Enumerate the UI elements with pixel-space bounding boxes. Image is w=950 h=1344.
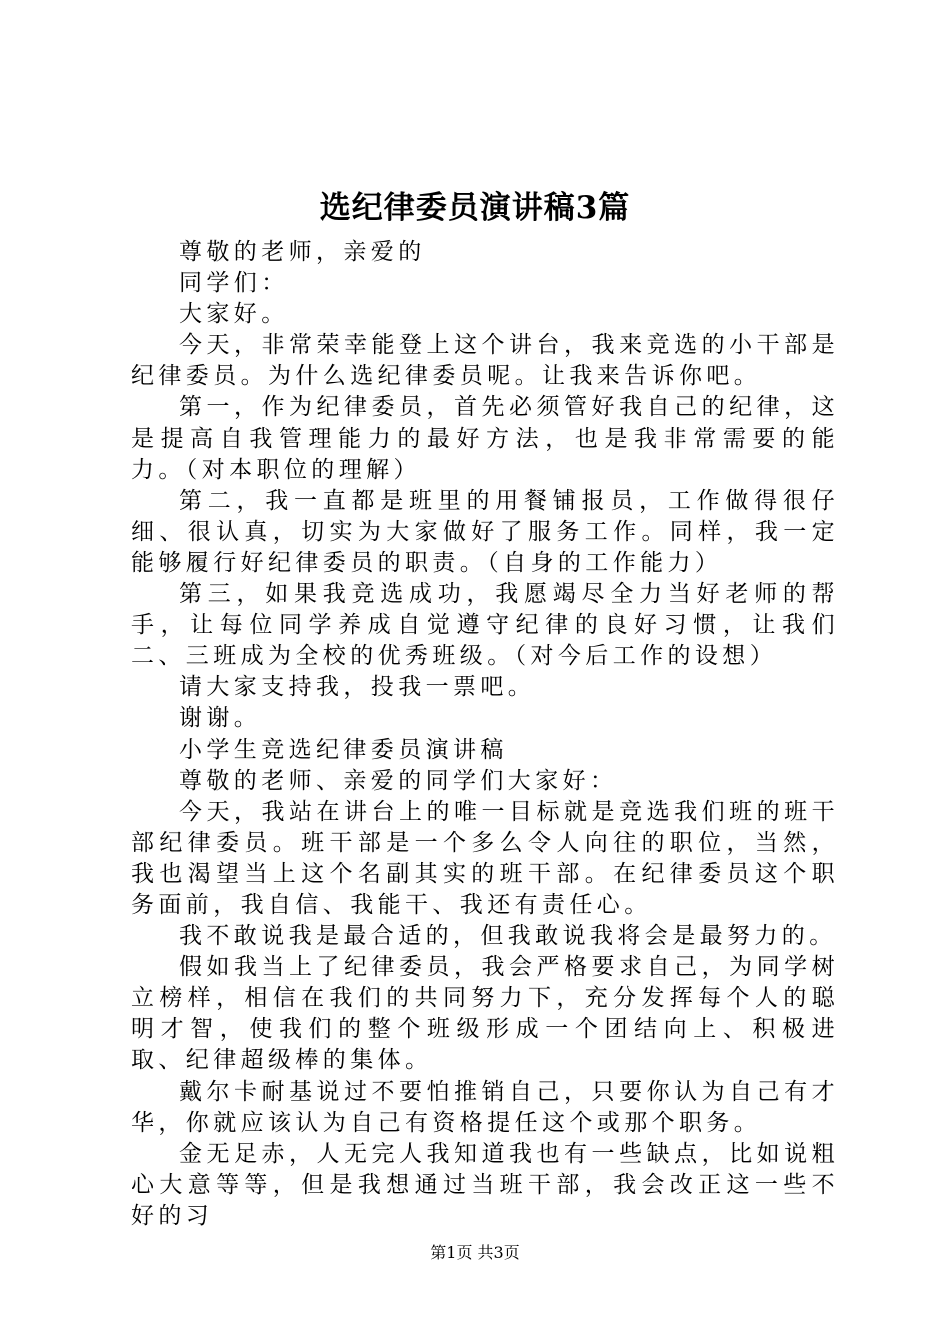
paragraph: 同学们： [179, 270, 289, 297]
paragraph: 第二，我一直都是班里的用餐铺报员，工作做得很仔细、很认真，切实为大家做好了服务工作。同样，我一定能够履行好纪律委员的职责。（自身的工作能力） [131, 487, 839, 576]
paragraph: 大家好。 [179, 301, 289, 328]
paragraph: 尊敬的老师、亲爱的同学们大家好： [179, 767, 618, 794]
section-heading: 小学生竞选纪律委员演讲稿 [179, 736, 508, 763]
paragraph: 假如我当上了纪律委员，我会严格要求自己，为同学树立榜样，相信在我们的共同努力下，充分发挥每个人的聪明才智，使我们的整个班级形成一个团结向上、积极进取、纪律超级棒的集体。 [131, 954, 839, 1074]
paragraph: 第一，作为纪律委员，首先必须管好我自己的纪律，这是提高自我管理能力的最好方法，也是我非常需要的能力。（对本职位的理解） [131, 394, 839, 483]
paragraph: 请大家支持我，投我一票吧。 [179, 674, 536, 701]
document-title: 选纪律委员演讲稿3篇 [319, 190, 631, 226]
paragraph: 谢谢。 [179, 705, 262, 732]
paragraph: 戴尔卡耐基说过不要怕推销自己，只要你认为自己有才华，你就应该认为自己有资格提任这个或那个职务。 [131, 1078, 839, 1136]
paragraph: 金无足赤，人无完人我知道我也有一些缺点，比如说粗心大意等等，但是我想通过当班干部，我会改正这一些不好的习 [131, 1140, 839, 1229]
paragraph: 今天，非常荣幸能登上这个讲台，我来竞选的小干部是纪律委员。为什么选纪律委员呢。让我来告诉你吧。 [131, 332, 839, 390]
paragraph: 第三，如果我竞选成功，我愿竭尽全力当好老师的帮手，让每位同学养成自觉遵守纪律的良好习惯，让我们二、三班成为全校的优秀班级。（对今后工作的设想） [131, 581, 839, 670]
paragraph: 我不敢说我是最合适的，但我敢说我将会是最努力的。 [179, 923, 837, 950]
document-body [131, 237, 839, 1232]
paragraph: 尊敬的老师，亲爱的 [179, 239, 426, 265]
paragraph: 今天，我站在讲台上的唯一目标就是竞选我们班的班干部纪律委员。班干部是一个多么令人向往的职位，当然，我也渴望当上这个名副其实的班干部。在纪律委员这个职务面前，我自信、我能干、我还有责任心。 [131, 798, 839, 918]
page-number-footer: 第1页 共3页 [430, 1243, 520, 1262]
